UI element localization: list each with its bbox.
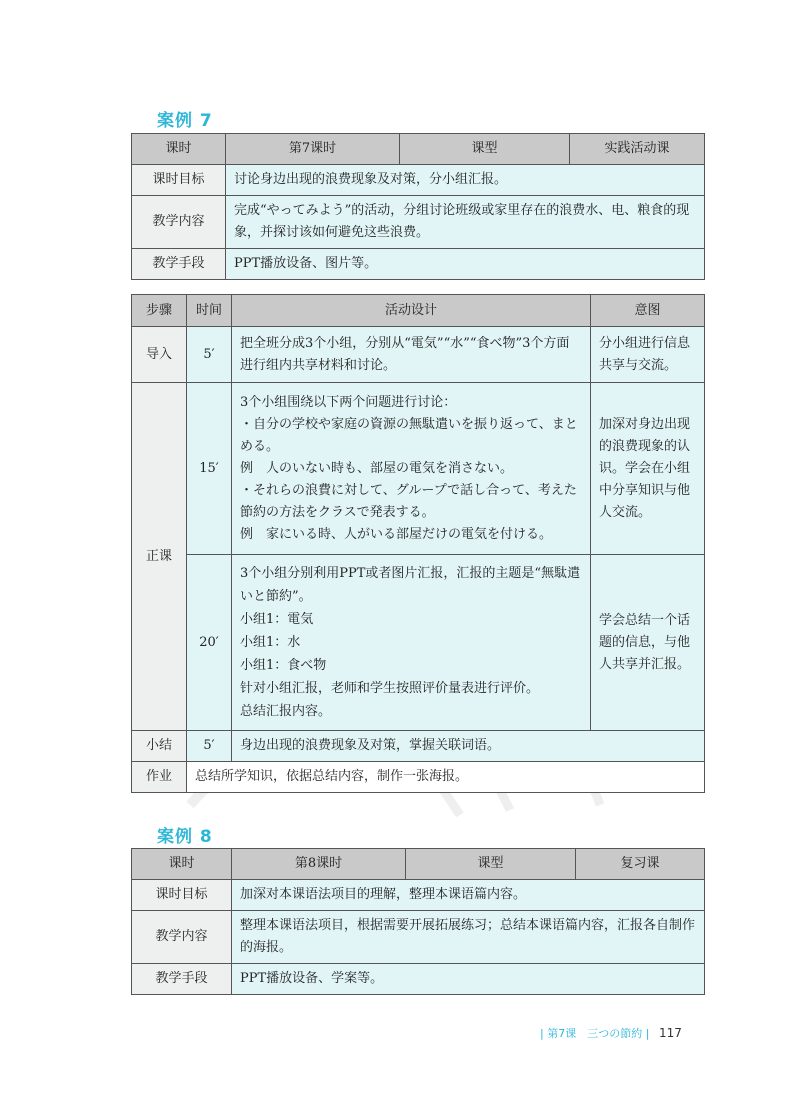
main2-intent: 学会总结一个话题的信息，与他人共享并汇报。 — [591, 555, 705, 731]
main2-line: 小组1：食べ物 — [240, 658, 327, 673]
header-time: 时间 — [187, 295, 232, 327]
means-value: PPT播放设备、学案等。 — [232, 964, 705, 995]
intro-time: 5′ — [187, 327, 232, 383]
main1-line: ・それらの浪費に対して、グループで話し合って、考えた節約の方法をクラスで発表する。 — [240, 482, 577, 520]
case8-info-table — [131, 848, 705, 995]
summary-step: 小结 — [132, 731, 187, 762]
main2-line: 3个小组分别利用PPT或者图片汇报，汇报的主题是“無駄遣いと節約”。 — [240, 566, 581, 604]
means-value: PPT播放设备、图片等。 — [226, 249, 705, 280]
main2-line: 小组1：電気 — [240, 612, 314, 627]
goal-value: 讨论身边出现的浪费现象及对策，分小组汇报。 — [226, 165, 705, 196]
keshi-value: 第7课时 — [226, 134, 400, 165]
main2-line: 小组1：水 — [240, 635, 301, 650]
header-intent: 意图 — [591, 295, 705, 327]
intro-intent: 分小组进行信息共享与交流。 — [591, 327, 705, 383]
main2-design — [232, 555, 591, 731]
summary-design: 身边出现的浪费现象及对策，掌握关联词语。 — [232, 731, 705, 762]
keshi-value: 第8课时 — [232, 849, 406, 880]
case7-title: 案例 7 — [157, 111, 213, 131]
footer-lesson: 第7课 三つの節約 — [547, 1027, 643, 1040]
main1-time: 15′ — [187, 383, 232, 555]
page-footer: | 第7课 三つの節約 | 117 — [540, 1026, 682, 1040]
case7-activity-table — [131, 294, 705, 793]
kexing-value: 实践活动课 — [570, 134, 705, 165]
homework-step: 作业 — [132, 762, 187, 793]
kexing-value: 复习课 — [576, 849, 705, 880]
main1-design — [232, 383, 591, 555]
goal-label: 课时目标 — [132, 165, 226, 196]
main1-line: ・自分の学校や家庭の資源の無駄遣いを振り返って、まとめる。 — [240, 416, 578, 454]
main2-line: 总结汇报内容。 — [240, 704, 332, 719]
case8-title: 案例 8 — [157, 827, 213, 847]
page-number: 117 — [658, 1026, 682, 1040]
header-step: 步骤 — [132, 295, 187, 327]
content-label: 教学内容 — [132, 196, 226, 249]
content-value: 完成“やってみよう”的活动，分组讨论班级或家里存在的浪费水、电、粮食的现象，并探讨该如何避免这些浪费。 — [226, 196, 705, 249]
main1-line: 3个小组围绕以下两个问题进行讨论： — [240, 394, 457, 410]
main2-line: 针对小组汇报，老师和学生按照评价量表进行评价。 — [240, 681, 540, 696]
intro-step: 导入 — [132, 327, 187, 383]
goal-label: 课时目标 — [132, 880, 232, 911]
summary-time: 5′ — [187, 731, 232, 762]
content-label: 教学内容 — [132, 911, 232, 964]
main1-line: 例 家にいる時、人がいる部屋だけの電気を付ける。 — [240, 526, 553, 542]
means-label: 教学手段 — [132, 249, 226, 280]
main2-time: 20′ — [187, 555, 232, 731]
homework-design: 总结所学知识，依据总结内容，制作一张海报。 — [187, 762, 705, 793]
main-step: 正课 — [132, 383, 187, 731]
goal-value: 加深对本课语法项目的理解，整理本课语篇内容。 — [232, 880, 705, 911]
kexing-label: 课型 — [406, 849, 576, 880]
header-design: 活动设计 — [232, 295, 591, 327]
keshi-label: 课时 — [132, 849, 232, 880]
keshi-label: 课时 — [132, 134, 226, 165]
means-label: 教学手段 — [132, 964, 232, 995]
main1-line: 例 人のいない時も、部屋の電気を消さない。 — [240, 460, 514, 476]
main1-intent: 加深对身边出现的浪费现象的认识。学会在小组中分享知识与他人交流。 — [591, 383, 705, 555]
content-value: 整理本课语法项目，根据需要开展拓展练习；总结本课语篇内容，汇报各自制作的海报。 — [232, 911, 705, 964]
intro-design: 把全班分成3个小组，分别从“電気”“水”“食べ物”3个方面进行组内共享材料和讨论。 — [232, 327, 591, 383]
case7-info-table — [131, 133, 705, 280]
kexing-label: 课型 — [400, 134, 570, 165]
